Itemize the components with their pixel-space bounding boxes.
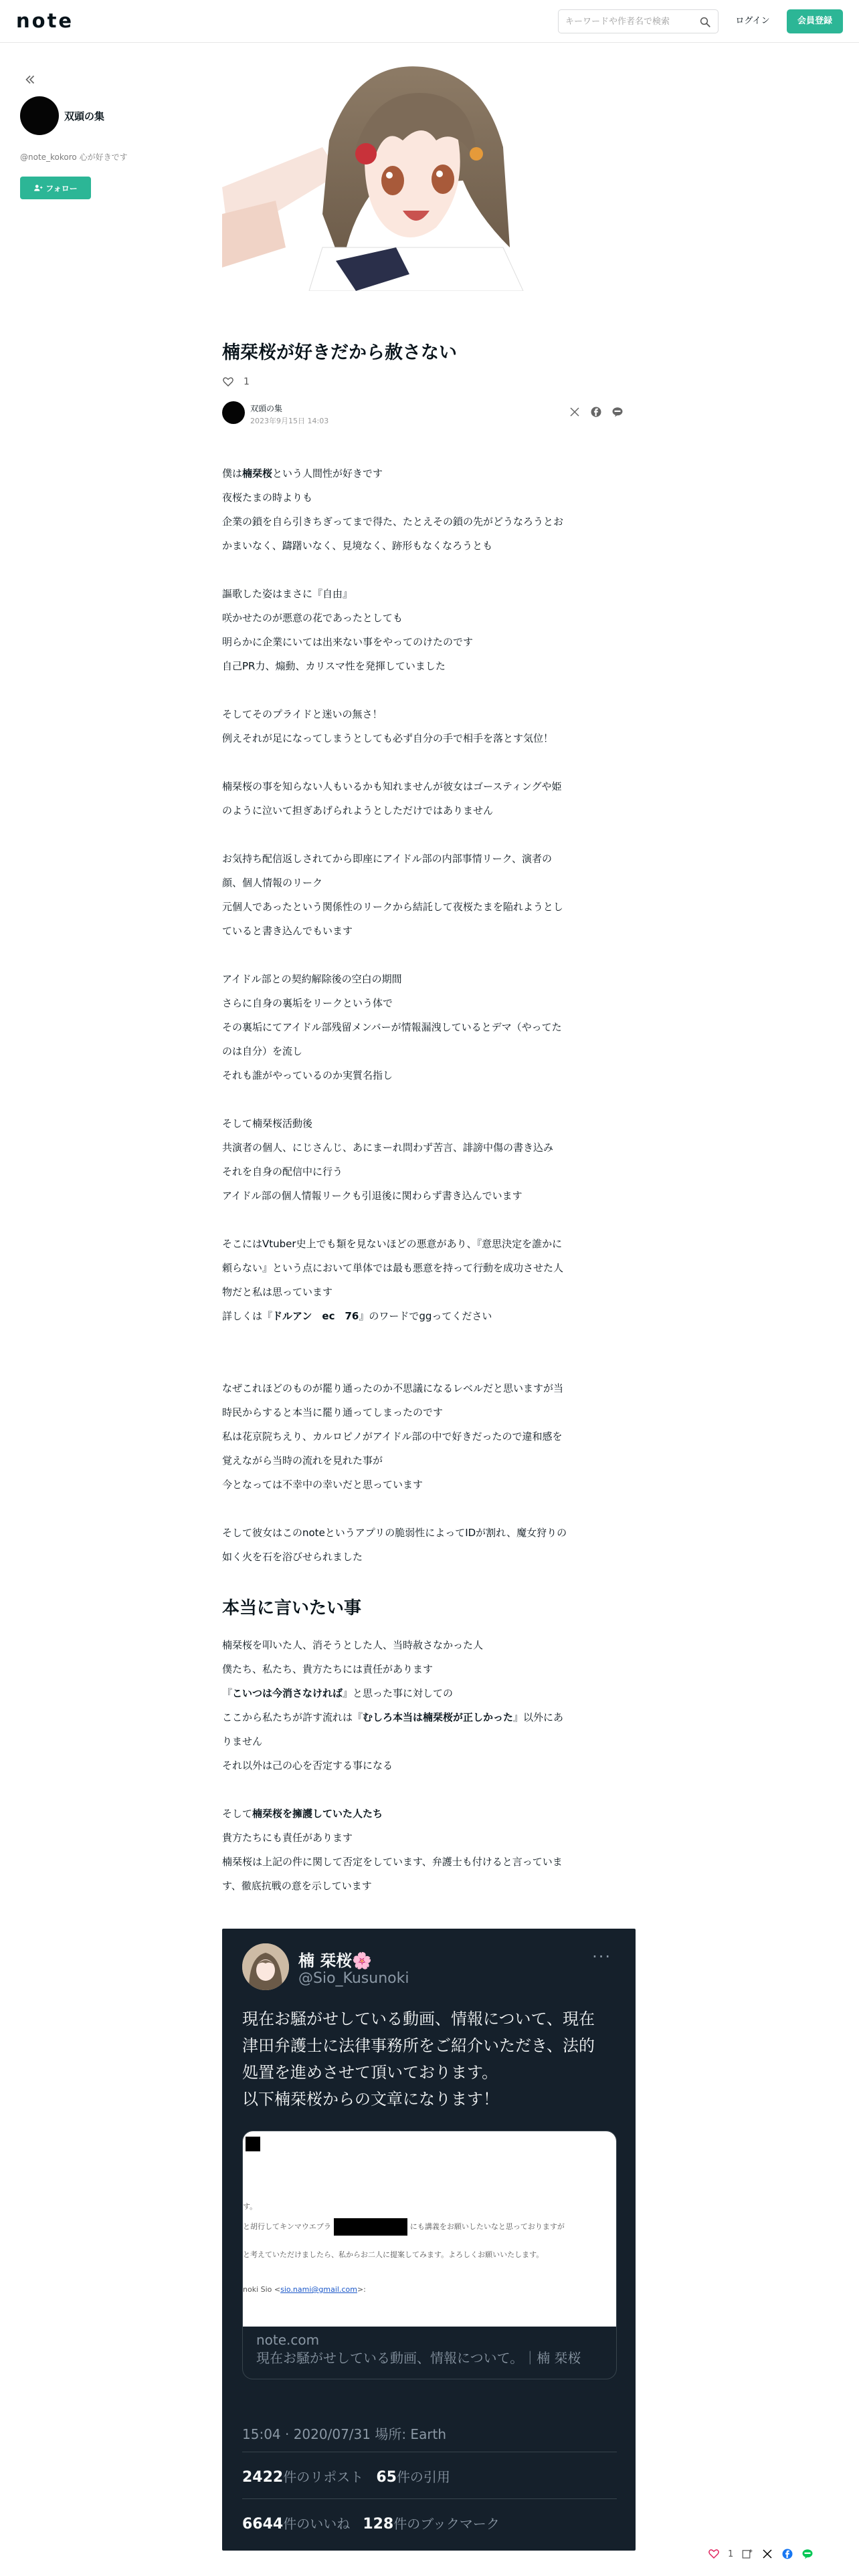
tweet-link-card[interactable]	[242, 2131, 617, 2379]
paragraph: ここから私たちが許す流れは『むしろ本当は楠栞桜が正しかった』以外にあ	[222, 1711, 564, 1723]
line-share-icon[interactable]	[611, 406, 624, 418]
paragraph: 私は花京院ちえり、カルロピノがアイドル部の中で好きだったので違和感を	[222, 1430, 563, 1442]
paragraph: のは自分）を流し	[222, 1045, 303, 1057]
section-heading: 本当に言いたい事	[222, 1598, 362, 1618]
paragraph: 僕は楠栞桜という人間性が好きです	[222, 467, 383, 479]
paragraph: 楠栞桜を叩いた人、消そうとした人、当時赦さなかった人	[222, 1639, 484, 1651]
meta-author-avatar[interactable]	[222, 401, 245, 424]
site-header	[0, 0, 859, 43]
footer-like-count[interactable]: 1	[728, 2549, 734, 2559]
paragraph: 頼らない』という点において単体では最も悪意を持って行動を成功させた人	[222, 1262, 564, 1274]
collapse-sidebar-icon[interactable]	[23, 72, 37, 87]
like-count[interactable]: 1	[244, 377, 250, 387]
paragraph: 夜桜たまの時よりも	[222, 492, 313, 504]
tweet-card-domain: note.com	[256, 2332, 320, 2348]
paragraph: お気持ち配信返しされてから即座にアイドル部の内部事情リーク、演者の	[222, 853, 553, 865]
paragraph: 今となっては不幸中の幸いだと思っています	[222, 1479, 423, 1491]
paragraph: 共演者の個人、にじさんじ、あにまーれ問わず苦言、誹謗中傷の書き込み	[222, 1142, 554, 1154]
follow-button[interactable]	[20, 177, 91, 199]
facebook-share-icon[interactable]	[590, 406, 602, 418]
hero-image	[222, 47, 547, 291]
author-name[interactable]: 双頭の集	[64, 110, 105, 122]
paragraph: 楠栞桜は上記の件に関して否定をしています、弁護士も付けると言っていま	[222, 1856, 563, 1868]
tweet-text: 現在お騒がせしている動画、情報について、現在 津田弁護士に法律事務所をご紹介いただき、法的 処置を進めさせて頂いております。 以下楠栞桜からの文章になります！	[242, 2010, 595, 2109]
paragraph: 覚えながら当時の流れを見れた事が	[222, 1455, 383, 1467]
paragraph: アイドル部の個人情報リークも引退後に関わらず書き込んでいます	[222, 1190, 522, 1202]
tweet-avatar[interactable]	[242, 1943, 289, 1990]
paragraph: 貴方たちにも責任があります	[222, 1832, 353, 1844]
paragraph: 『こいつは今消さなければ』と思った事に対しての	[222, 1687, 454, 1699]
divider	[242, 2498, 617, 2499]
paragraph: 元個人であったという関係性のリークから結託して夜桜たまを陥れようとし	[222, 901, 563, 913]
paragraph: 顔、個人情報のリーク	[222, 877, 323, 889]
tweet-author-name[interactable]: 楠 栞桜🌸	[298, 1951, 373, 1970]
redaction-block	[246, 2137, 260, 2151]
embedded-tweet[interactable]	[222, 1929, 636, 2551]
tweet-author-handle[interactable]: @Sio_Kusunoki	[298, 1970, 409, 1987]
paragraph: なぜこれほどのものが罷り通ったのか不思議になるレベルだと思いますが当	[222, 1382, 564, 1394]
article-title: 楠栞桜が好きだから赦さない	[222, 342, 457, 363]
paragraph: それ以外は己の心を否定する事になる	[222, 1759, 393, 1772]
login-button[interactable]: ログイン	[735, 16, 770, 26]
paragraph: そこにはVtuber史上でも類を見ないほどの悪意があり、『意思決定を誰かに	[222, 1238, 563, 1250]
floating-action-bar	[708, 2548, 814, 2560]
author-avatar[interactable]	[20, 96, 59, 135]
paragraph: アイドル部との契約解除後の空白の期間	[222, 973, 402, 985]
paragraph: それも誰がやっているのか実質名指し	[222, 1069, 393, 1081]
paragraph: 詳しくは『ドルアン ec 76』のワードでggってください	[222, 1310, 492, 1322]
line-share-icon[interactable]	[801, 2548, 814, 2560]
paragraph: 物だと私は思っています	[222, 1286, 333, 1298]
paragraph: す、徹底抗戦の意を示しています	[222, 1880, 372, 1892]
author-bio: @note_kokoro 心が好きです	[20, 152, 128, 162]
article-body	[222, 461, 637, 1898]
heart-icon[interactable]	[708, 2548, 720, 2560]
redaction-block	[334, 2218, 407, 2236]
tweet-more-icon[interactable]: ···	[592, 1947, 611, 1966]
paragraph: そして彼女はこのnoteというアプリの脆弱性によってIDが割れ、魔女狩りの	[222, 1527, 567, 1539]
paragraph: そしてそのプライドと迷いの無さ！	[222, 708, 383, 720]
tweet-timestamp[interactable]: 15:04 · 2020/07/31 場所: Earth	[242, 2426, 447, 2442]
paragraph: そして楠栞桜を擁護していた人たち	[222, 1808, 383, 1820]
tweet-card-title: 現在お騒がせしている動画、情報について。｜楠 栞桜	[256, 2350, 581, 2366]
paragraph: 時民からすると本当に罷り通ってしまったのです	[222, 1406, 444, 1418]
heart-icon[interactable]	[222, 376, 234, 388]
paragraph: 企業の鎖を自ら引きちぎってまで得た、たとえその鎖の先がどうなろうとお	[222, 516, 564, 528]
paragraph: 咲かせたのが悪意の花であったとしても	[222, 612, 403, 624]
paragraph: 自己PR力、煽動、カリスマ性を発揮していました	[222, 660, 446, 672]
note-logo[interactable]: note	[16, 9, 74, 32]
paragraph: 例えそれが足になってしまうとしても必ず自分の手で相手を落とす気位！	[222, 732, 554, 744]
add-user-icon	[33, 183, 43, 193]
facebook-share-icon[interactable]	[781, 2548, 793, 2560]
search-input[interactable]	[559, 10, 692, 33]
meta-author-name[interactable]: 双頭の集	[250, 404, 283, 413]
paragraph: さらに自身の裏垢をリークという体で	[222, 997, 393, 1009]
paragraph: その裏垢にてアイドル部残留メンバーが情報漏洩しているとデマ（やってた	[222, 1021, 562, 1033]
magazine-add-icon[interactable]	[741, 2548, 753, 2560]
paragraph: 楠栞桜の事を知らない人もいるかも知れませんが彼女はゴースティングや姫	[222, 780, 562, 792]
tweet-stats-reposts: 2422件のリポスト 65件の引用	[242, 2469, 450, 2486]
paragraph: ていると書き込んでもいます	[222, 925, 353, 937]
paragraph: そして楠栞桜活動後	[222, 1117, 313, 1130]
paragraph: 明らかに企業にいては出来ない事をやってのけたのです	[222, 636, 474, 648]
paragraph: 如く火を石を浴びせられました	[222, 1551, 363, 1563]
tweet-stats-likes: 6644件のいいね 128件のブックマーク	[242, 2516, 500, 2533]
hero-illustration	[222, 47, 547, 291]
share-icons	[569, 406, 624, 418]
tweet-card-image: す。 と胡行してキンマウエブラ にも講義をお願いしたいなと思っておりますが と考えていただけましたら、私からお二人に提案してみます。よろしくお願いいたします。 noki Sio <sio.nami@gmail.com>:	[243, 2131, 617, 2327]
paragraph: それを自身の配信中に行う	[222, 1166, 343, 1178]
x-share-icon[interactable]	[761, 2548, 773, 2560]
article-date: 2023年9月15日 14:03	[250, 417, 329, 425]
follow-label: フォロー	[45, 183, 78, 193]
paragraph: 僕たち、私たち、貴方たちには責任があります	[222, 1663, 434, 1675]
x-share-icon[interactable]	[569, 406, 581, 418]
paragraph: のように泣いて担ぎあげられようとしただけではありません	[222, 804, 494, 817]
search-icon[interactable]	[699, 16, 711, 28]
paragraph: かまいなく、躊躇いなく、見境なく、跡形もなくなろうとも	[222, 540, 493, 552]
paragraph: 謳歌した姿はまさに『自由』	[222, 588, 353, 600]
signup-button[interactable]: 会員登録	[787, 9, 843, 33]
paragraph: りません	[222, 1735, 263, 1747]
like-row	[222, 376, 250, 388]
search-box[interactable]	[558, 9, 719, 33]
